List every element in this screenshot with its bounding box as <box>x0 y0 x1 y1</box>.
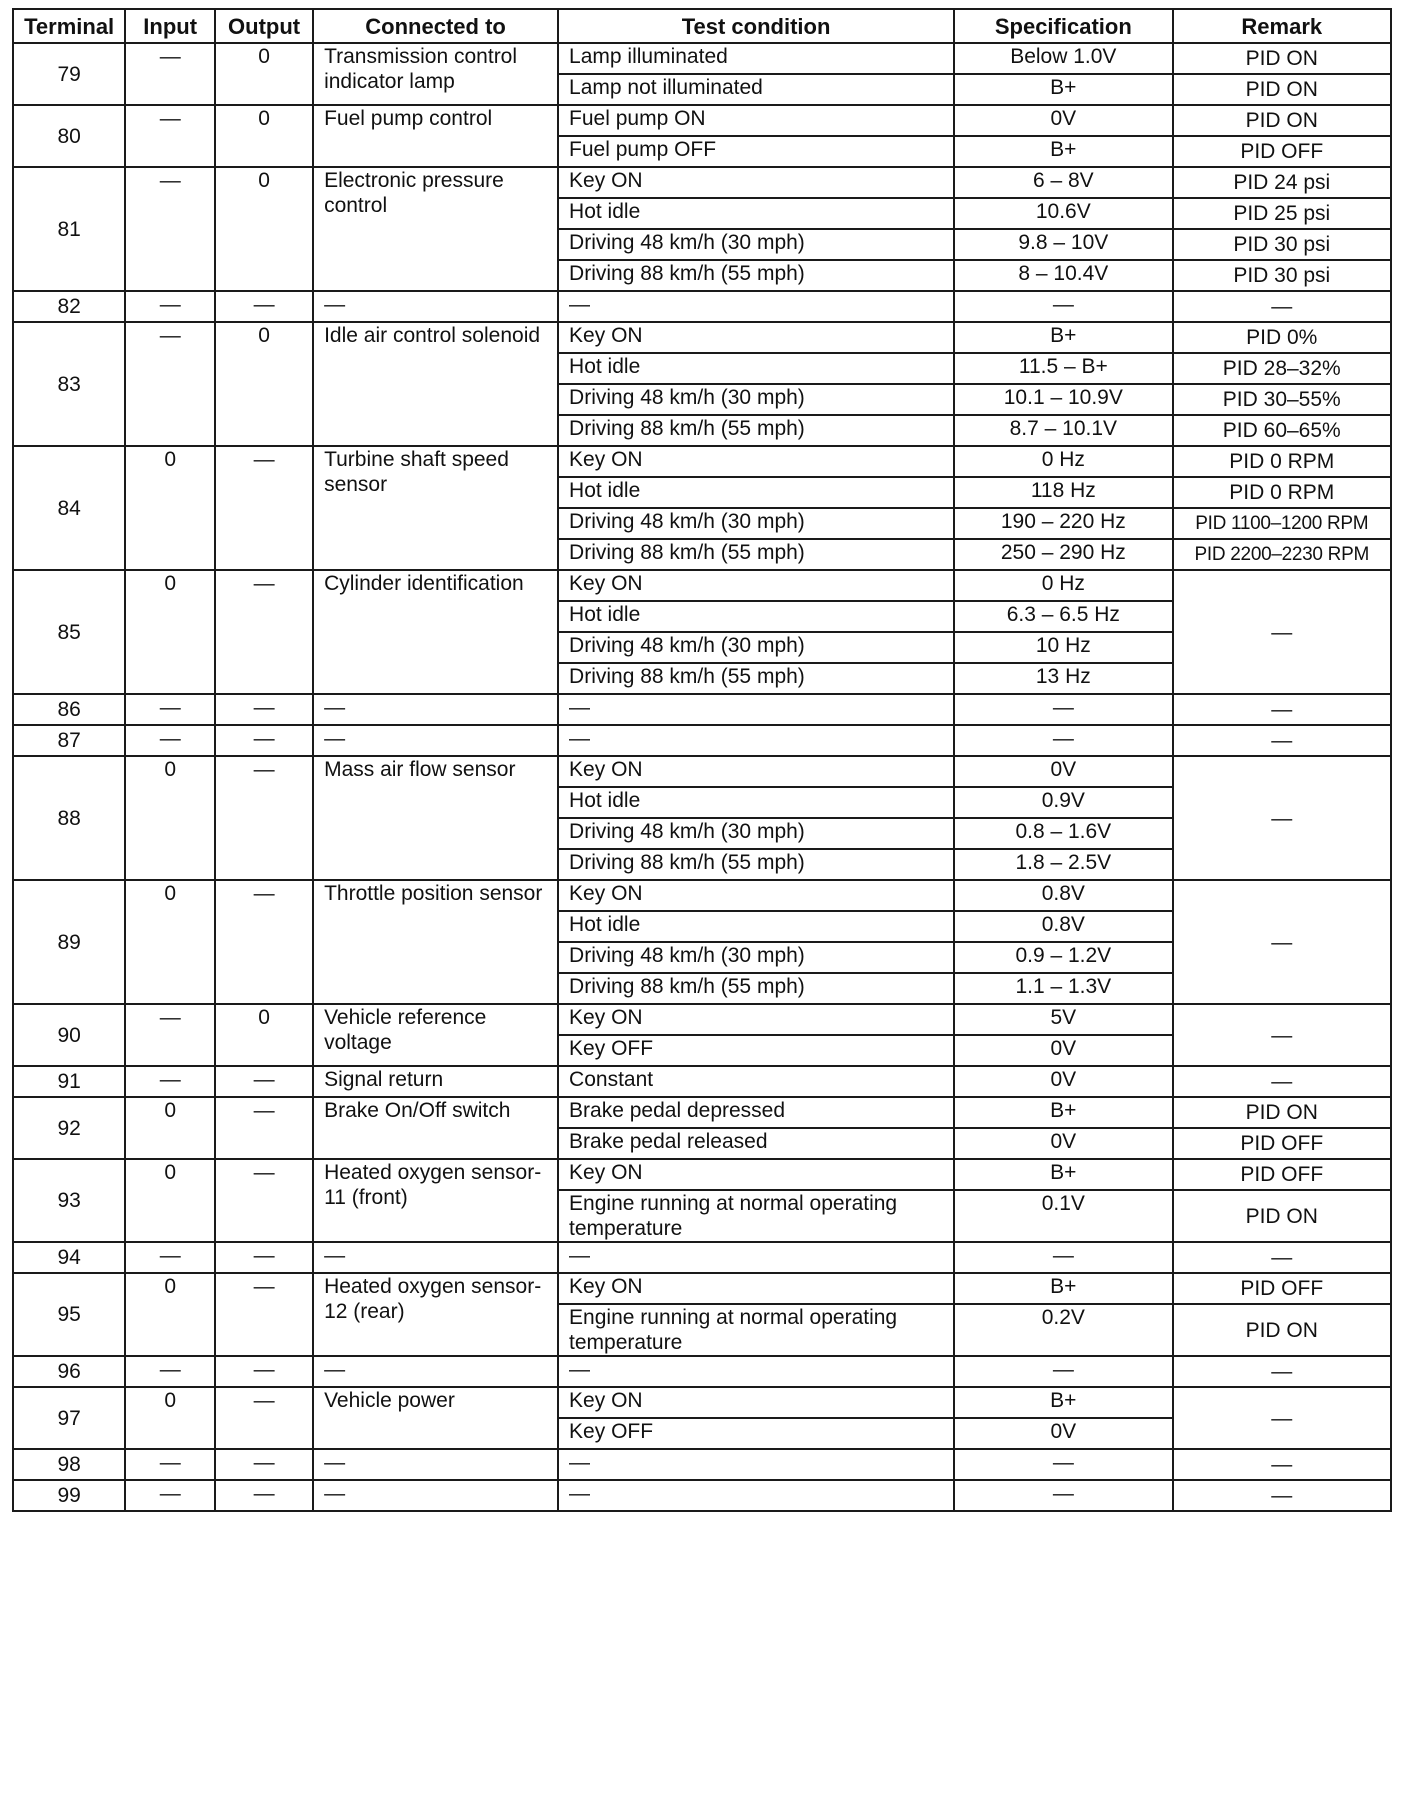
input-cell: 0 <box>125 756 215 880</box>
terminal-cell: 83 <box>13 322 125 446</box>
specification-cell: — <box>954 725 1172 756</box>
input-cell: 0 <box>125 1387 215 1449</box>
remark-cell: — <box>1173 570 1391 694</box>
output-cell: — <box>215 570 313 694</box>
specification-cell: 0V <box>954 1066 1172 1097</box>
connected-to-cell: — <box>313 1449 558 1480</box>
specification-cell: 13 Hz <box>954 663 1172 694</box>
test-condition-cell: Brake pedal released <box>558 1128 954 1159</box>
terminal-cell: 82 <box>13 291 125 322</box>
terminal-cell: 84 <box>13 446 125 570</box>
table-row <box>13 105 1391 136</box>
terminal-cell: 91 <box>13 1066 125 1097</box>
input-cell: 0 <box>125 446 215 570</box>
test-condition-cell: Driving 48 km/h (30 mph) <box>558 632 954 663</box>
output-cell: 0 <box>215 322 313 446</box>
specification-cell: 118 Hz <box>954 477 1172 508</box>
connected-to-cell: — <box>313 1242 558 1273</box>
terminal-cell: 85 <box>13 570 125 694</box>
connected-to-cell: Mass air flow sensor <box>313 756 558 880</box>
output-cell: — <box>215 1066 313 1097</box>
specification-cell: 10.1 – 10.9V <box>954 384 1172 415</box>
test-condition-cell: Driving 88 km/h (55 mph) <box>558 973 954 1004</box>
output-cell: — <box>215 1480 313 1511</box>
connected-to-cell: Heated oxygen sensor-12 (rear) <box>313 1273 558 1356</box>
table-row <box>13 1004 1391 1035</box>
terminal-cell: 81 <box>13 167 125 291</box>
table-row <box>13 880 1391 911</box>
table-row <box>13 725 1391 756</box>
specification-cell: — <box>954 1242 1172 1273</box>
remark-cell: PID 1100–1200 RPM <box>1173 508 1391 539</box>
test-condition-cell: Key ON <box>558 880 954 911</box>
output-cell: — <box>215 880 313 1004</box>
terminal-cell: 96 <box>13 1356 125 1387</box>
input-cell: — <box>125 1066 215 1097</box>
output-cell: — <box>215 446 313 570</box>
test-condition-cell: — <box>558 1449 954 1480</box>
output-cell: — <box>215 1097 313 1159</box>
test-condition-cell: Lamp illuminated <box>558 43 954 74</box>
input-cell: — <box>125 1004 215 1066</box>
specification-cell: 9.8 – 10V <box>954 229 1172 260</box>
input-cell: — <box>125 725 215 756</box>
connected-to-cell: Electronic pressure control <box>313 167 558 291</box>
specification-cell: 10 Hz <box>954 632 1172 663</box>
test-condition-cell: Key ON <box>558 570 954 601</box>
terminal-cell: 97 <box>13 1387 125 1449</box>
table-row <box>13 1387 1391 1418</box>
test-condition-cell: Driving 88 km/h (55 mph) <box>558 849 954 880</box>
specification-cell: 0V <box>954 1035 1172 1066</box>
specification-cell: B+ <box>954 1097 1172 1128</box>
output-cell: — <box>215 694 313 725</box>
output-cell: — <box>215 1449 313 1480</box>
test-condition-cell: Hot idle <box>558 477 954 508</box>
header-output: Output <box>215 9 313 43</box>
table-row <box>13 1242 1391 1273</box>
input-cell: — <box>125 167 215 291</box>
specification-cell: 5V <box>954 1004 1172 1035</box>
output-cell: — <box>215 1159 313 1242</box>
table-row <box>13 1159 1391 1190</box>
remark-cell: PID ON <box>1173 1190 1391 1242</box>
input-cell: — <box>125 1449 215 1480</box>
specification-cell: 0.1V <box>954 1190 1172 1242</box>
connected-to-cell: Fuel pump control <box>313 105 558 167</box>
specification-cell: 0V <box>954 1128 1172 1159</box>
connected-to-cell: Transmission control indicator lamp <box>313 43 558 105</box>
remark-cell: PID 30–55% <box>1173 384 1391 415</box>
input-cell: 0 <box>125 1097 215 1159</box>
remark-cell: — <box>1173 291 1391 322</box>
input-cell: — <box>125 43 215 105</box>
test-condition-cell: Key ON <box>558 1159 954 1190</box>
test-condition-cell: Driving 48 km/h (30 mph) <box>558 818 954 849</box>
output-cell: — <box>215 1242 313 1273</box>
specification-cell: — <box>954 1480 1172 1511</box>
remark-cell: PID ON <box>1173 1097 1391 1128</box>
terminal-cell: 92 <box>13 1097 125 1159</box>
terminal-cell: 93 <box>13 1159 125 1242</box>
remark-cell: PID OFF <box>1173 136 1391 167</box>
output-cell: 0 <box>215 105 313 167</box>
remark-cell: PID 0 RPM <box>1173 446 1391 477</box>
header-test-condition: Test condition <box>558 9 954 43</box>
header-remark: Remark <box>1173 9 1391 43</box>
test-condition-cell: Engine running at normal operating temperature <box>558 1190 954 1242</box>
input-cell: 0 <box>125 1159 215 1242</box>
specification-cell: B+ <box>954 1387 1172 1418</box>
remark-cell: PID 2200–2230 RPM <box>1173 539 1391 570</box>
specification-cell: 10.6V <box>954 198 1172 229</box>
test-condition-cell: Driving 48 km/h (30 mph) <box>558 384 954 415</box>
table-row <box>13 1356 1391 1387</box>
test-condition-cell: Hot idle <box>558 911 954 942</box>
remark-cell: PID OFF <box>1173 1273 1391 1304</box>
table-row <box>13 322 1391 353</box>
connected-to-cell: — <box>313 694 558 725</box>
input-cell: — <box>125 1480 215 1511</box>
test-condition-cell: Fuel pump ON <box>558 105 954 136</box>
table-row <box>13 1449 1391 1480</box>
test-condition-cell: Fuel pump OFF <box>558 136 954 167</box>
connected-to-cell: Brake On/Off switch <box>313 1097 558 1159</box>
test-condition-cell: Driving 88 km/h (55 mph) <box>558 415 954 446</box>
remark-cell: — <box>1173 1242 1391 1273</box>
test-condition-cell: Driving 88 km/h (55 mph) <box>558 663 954 694</box>
test-condition-cell: Driving 88 km/h (55 mph) <box>558 539 954 570</box>
terminal-spec-sheet <box>12 8 1392 1512</box>
terminal-cell: 87 <box>13 725 125 756</box>
remark-cell: PID 28–32% <box>1173 353 1391 384</box>
terminal-cell: 89 <box>13 880 125 1004</box>
test-condition-cell: — <box>558 1242 954 1273</box>
specification-cell: B+ <box>954 1159 1172 1190</box>
test-condition-cell: Key OFF <box>558 1035 954 1066</box>
table-row <box>13 1273 1391 1304</box>
remark-cell: PID ON <box>1173 1304 1391 1356</box>
output-cell: — <box>215 291 313 322</box>
terminal-cell: 99 <box>13 1480 125 1511</box>
specification-cell: 190 – 220 Hz <box>954 508 1172 539</box>
specification-cell: 0V <box>954 756 1172 787</box>
table-row <box>13 167 1391 198</box>
connected-to-cell: Signal return <box>313 1066 558 1097</box>
connected-to-cell: — <box>313 291 558 322</box>
test-condition-cell: Brake pedal depressed <box>558 1097 954 1128</box>
specification-cell: 0V <box>954 1418 1172 1449</box>
header-specification: Specification <box>954 9 1172 43</box>
test-condition-cell: Key ON <box>558 167 954 198</box>
output-cell: — <box>215 725 313 756</box>
specification-cell: 250 – 290 Hz <box>954 539 1172 570</box>
header-terminal: Terminal <box>13 9 125 43</box>
table-row <box>13 291 1391 322</box>
terminal-cell: 86 <box>13 694 125 725</box>
table-row <box>13 446 1391 477</box>
input-cell: — <box>125 322 215 446</box>
remark-cell: PID OFF <box>1173 1159 1391 1190</box>
remark-cell: — <box>1173 1066 1391 1097</box>
input-cell: 0 <box>125 1273 215 1356</box>
remark-cell: PID ON <box>1173 43 1391 74</box>
specification-cell: 0.9V <box>954 787 1172 818</box>
specification-cell: 6 – 8V <box>954 167 1172 198</box>
remark-cell: PID 60–65% <box>1173 415 1391 446</box>
test-condition-cell: Driving 48 km/h (30 mph) <box>558 942 954 973</box>
remark-cell: PID ON <box>1173 74 1391 105</box>
specification-cell: B+ <box>954 74 1172 105</box>
test-condition-cell: Hot idle <box>558 787 954 818</box>
test-condition-cell: Driving 88 km/h (55 mph) <box>558 260 954 291</box>
specification-cell: B+ <box>954 1273 1172 1304</box>
test-condition-cell: Engine running at normal operating temperature <box>558 1304 954 1356</box>
table-row <box>13 1097 1391 1128</box>
table-row <box>13 694 1391 725</box>
test-condition-cell: — <box>558 725 954 756</box>
test-condition-cell: — <box>558 1356 954 1387</box>
test-condition-cell: Driving 48 km/h (30 mph) <box>558 508 954 539</box>
output-cell: — <box>215 1387 313 1449</box>
remark-cell: — <box>1173 756 1391 880</box>
remark-cell: — <box>1173 1004 1391 1066</box>
connected-to-cell: Throttle position sensor <box>313 880 558 1004</box>
specification-cell: 8 – 10.4V <box>954 260 1172 291</box>
remark-cell: PID 25 psi <box>1173 198 1391 229</box>
output-cell: 0 <box>215 43 313 105</box>
test-condition-cell: Key ON <box>558 322 954 353</box>
terminal-cell: 94 <box>13 1242 125 1273</box>
specification-cell: 8.7 – 10.1V <box>954 415 1172 446</box>
output-cell: 0 <box>215 167 313 291</box>
table-row <box>13 570 1391 601</box>
test-condition-cell: Hot idle <box>558 353 954 384</box>
remark-cell: PID OFF <box>1173 1128 1391 1159</box>
output-cell: 0 <box>215 1004 313 1066</box>
connected-to-cell: Vehicle reference voltage <box>313 1004 558 1066</box>
specification-cell: 11.5 – B+ <box>954 353 1172 384</box>
test-condition-cell: Key OFF <box>558 1418 954 1449</box>
remark-cell: PID 30 psi <box>1173 229 1391 260</box>
specification-cell: — <box>954 694 1172 725</box>
remark-cell: — <box>1173 694 1391 725</box>
remark-cell: PID ON <box>1173 105 1391 136</box>
input-cell: — <box>125 1242 215 1273</box>
input-cell: 0 <box>125 880 215 1004</box>
specification-cell: 1.8 – 2.5V <box>954 849 1172 880</box>
connected-to-cell: Turbine shaft speed sensor <box>313 446 558 570</box>
test-condition-cell: Hot idle <box>558 601 954 632</box>
remark-cell: — <box>1173 880 1391 1004</box>
terminal-cell: 95 <box>13 1273 125 1356</box>
connected-to-cell: — <box>313 1480 558 1511</box>
specification-cell: 0 Hz <box>954 570 1172 601</box>
output-cell: — <box>215 1356 313 1387</box>
remark-cell: — <box>1173 1356 1391 1387</box>
connected-to-cell: Vehicle power <box>313 1387 558 1449</box>
specification-cell: 0 Hz <box>954 446 1172 477</box>
test-condition-cell: Hot idle <box>558 198 954 229</box>
header-connected-to: Connected to <box>313 9 558 43</box>
remark-cell: PID 30 psi <box>1173 260 1391 291</box>
test-condition-cell: Driving 48 km/h (30 mph) <box>558 229 954 260</box>
remark-cell: PID 24 psi <box>1173 167 1391 198</box>
test-condition-cell: Key ON <box>558 1273 954 1304</box>
terminal-cell: 79 <box>13 43 125 105</box>
input-cell: — <box>125 105 215 167</box>
table-row <box>13 756 1391 787</box>
remark-cell: — <box>1173 1387 1391 1449</box>
output-cell: — <box>215 756 313 880</box>
input-cell: — <box>125 694 215 725</box>
test-condition-cell: Key ON <box>558 1004 954 1035</box>
specification-cell: B+ <box>954 136 1172 167</box>
terminal-cell: 80 <box>13 105 125 167</box>
test-condition-cell: Key ON <box>558 446 954 477</box>
terminal-cell: 88 <box>13 756 125 880</box>
input-cell: 0 <box>125 570 215 694</box>
connected-to-cell: Idle air control solenoid <box>313 322 558 446</box>
output-cell: — <box>215 1273 313 1356</box>
table-row <box>13 43 1391 74</box>
connected-to-cell: — <box>313 725 558 756</box>
table-row <box>13 1480 1391 1511</box>
table-row <box>13 1066 1391 1097</box>
input-cell: — <box>125 1356 215 1387</box>
test-condition-cell: — <box>558 694 954 725</box>
test-condition-cell: — <box>558 1480 954 1511</box>
specification-cell: — <box>954 1356 1172 1387</box>
terminal-cell: 90 <box>13 1004 125 1066</box>
specification-cell: — <box>954 291 1172 322</box>
test-condition-cell: — <box>558 291 954 322</box>
header-input: Input <box>125 9 215 43</box>
specification-cell: 6.3 – 6.5 Hz <box>954 601 1172 632</box>
specification-cell: B+ <box>954 322 1172 353</box>
connected-to-cell: Heated oxygen sensor-11 (front) <box>313 1159 558 1242</box>
connected-to-cell: — <box>313 1356 558 1387</box>
connected-to-cell: Cylinder identification <box>313 570 558 694</box>
remark-cell: — <box>1173 1480 1391 1511</box>
terminal-table <box>12 8 1392 1512</box>
remark-cell: — <box>1173 1449 1391 1480</box>
specification-cell: — <box>954 1449 1172 1480</box>
specification-cell: Below 1.0V <box>954 43 1172 74</box>
test-condition-cell: Key ON <box>558 756 954 787</box>
remark-cell: — <box>1173 725 1391 756</box>
specification-cell: 0.9 – 1.2V <box>954 942 1172 973</box>
terminal-cell: 98 <box>13 1449 125 1480</box>
remark-cell: PID 0% <box>1173 322 1391 353</box>
specification-cell: 0.2V <box>954 1304 1172 1356</box>
specification-cell: 0.8V <box>954 911 1172 942</box>
specification-cell: 0.8 – 1.6V <box>954 818 1172 849</box>
specification-cell: 0.8V <box>954 880 1172 911</box>
test-condition-cell: Constant <box>558 1066 954 1097</box>
header-row <box>13 9 1391 43</box>
specification-cell: 0V <box>954 105 1172 136</box>
test-condition-cell: Key ON <box>558 1387 954 1418</box>
remark-cell: PID 0 RPM <box>1173 477 1391 508</box>
test-condition-cell: Lamp not illuminated <box>558 74 954 105</box>
specification-cell: 1.1 – 1.3V <box>954 973 1172 1004</box>
input-cell: — <box>125 291 215 322</box>
